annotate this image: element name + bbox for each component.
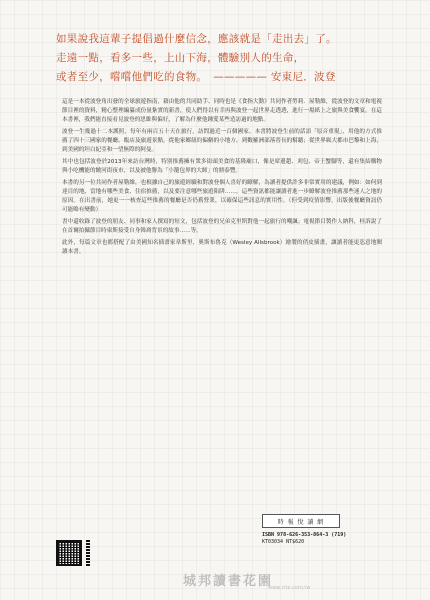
description-paragraph-2: 波登一生幾過十二本護照，每年有兩百五十天在旅行，訪問過近一百個國家。本書將波登生前的話語「原音重現」，用他的方式推薦了四十三國家的餐廳、飯店及旅遊景點，從他家鄉紐約偏僻的小地方，到數羅洲部落普長的幫聽；從世界級大都市巴黎和上海，到美國的坦白紀亞和一望無際的阿曼。: [62, 129, 382, 153]
quote-line-3-text: 或者至少，嚐嚐他們吃的食物。: [56, 71, 208, 83]
book-description: [62, 98, 382, 260]
quote-attribution: ————— 安東尼．波登: [213, 71, 336, 83]
quote-line-1: 如果說我這輩子提倡過什麼信念，應該就是「走出去」了。: [56, 33, 337, 45]
watermark-url: www.cite.com.tw: [268, 585, 311, 591]
quote-line-3: [56, 68, 386, 87]
description-paragraph-6: 此外，每篇文章也都搭配了由美國知名插畫家韋斯里，奧斯布魯克（Wesley Allsbrook）繪製的俏皮插畫，讓讀者能更恣意地閱讀本書。: [62, 240, 382, 255]
quote-block: [56, 30, 386, 87]
qr-code: [56, 540, 82, 566]
price-code: KT03034 NT$620: [262, 539, 305, 545]
isbn-number: ISBN 978-626-353-864-3 (719): [262, 532, 347, 538]
description-paragraph-3: 其中也包括波登於2013年來訪台灣時，特別推薦擁有衆多街頭美食的基隆廟口，像是席邊趙、刈包、帝王蟹腳等，還有集結購物與小吃機能的饒河街夜市，以及被他譽為「小籠包界的大師」的鼎泰豐。: [62, 159, 382, 174]
publisher-stamp: 時 報 悅 讀 網: [262, 514, 340, 528]
isbn-block: [262, 532, 362, 546]
description-paragraph-1: 這是一本從波登角出發的全球旅遊指南，藉由他的共同助手、同時也是《食指大動》共同作者勞莉．屋勒維，從波登的文章和電視節目裡的資料，精心整理編纂成份量紮實的新書，使人們得以有幸再與波登一起世界走透透，進行一場紙上之旅與美食饗宴。在這本書裡，我們能直接看見波登的思維與偏好，了解為什麼他鍾愛某些造訪過的地點。: [62, 99, 382, 123]
quote-line-2: 走遠一點，看多一些，上山下海，體驗別人的生命，: [56, 52, 305, 64]
description-paragraph-5: 書中還收錄了波登的朋友、同事和家人撰寫的短文，包括波登的兄弟克里斯對他一起旅行的嘲諷；電視節目製作人納科，桂訴說了在首爾拍攝節目時柬斯接受自身韓裔背景的故事……等。: [62, 219, 382, 234]
qr-code-edge: [86, 540, 90, 566]
description-paragraph-4: 本書的另一位共同作者屋勒維，也根據自己的旅遊經驗和對波登個人喜好的瞭解，為讀者提供許多非常實用的建議，例如：如何到達目的地、當地有哪些美食、住宿推薦，以及要注意哪些旅遊陷阱……，這些資訊都能讓讀者進一步瞭解波登推薦那些迷人之地的原因。在出書前，她更一一核查這些推薦的餐廳是否仍舊營業，以確保這些訊息的實用性。（但受到疫情影響，出版後餐廳資訊仍可能略有變動）: [62, 180, 382, 213]
watermark-text: 城邦讀書花園: [182, 574, 273, 589]
